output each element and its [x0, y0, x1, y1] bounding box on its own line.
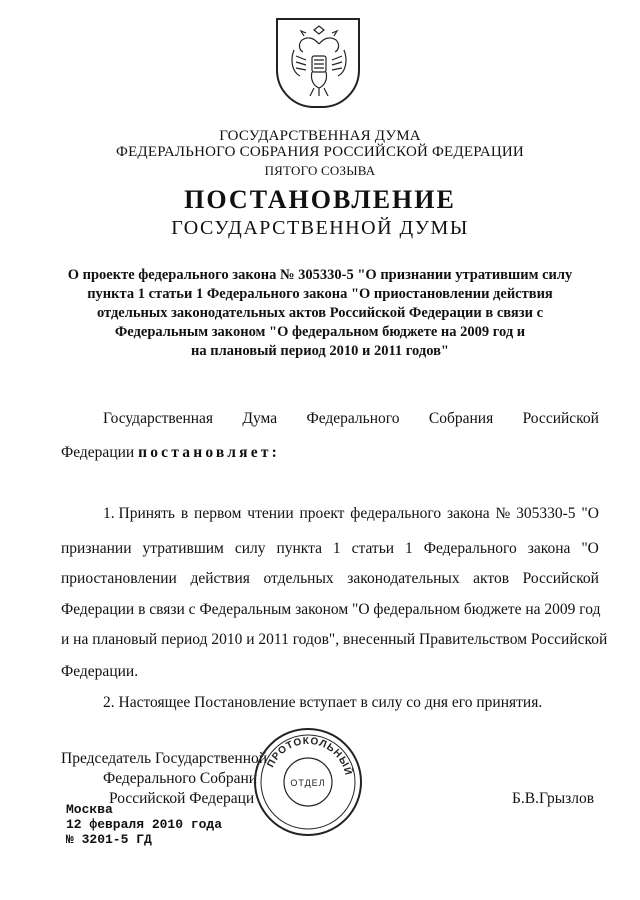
word: Российской — [522, 570, 599, 587]
subject-line: отдельных законодательных актов Российской Федерации в связи с — [96, 305, 544, 321]
subject-block — [40, 266, 600, 361]
decree-word: постановляет: — [138, 444, 280, 461]
word: актов — [473, 570, 510, 587]
intro-federation: Федерации — [61, 444, 135, 461]
word: пункта — [276, 540, 322, 557]
signature-title-line-3: Российской Федераци — [109, 790, 255, 807]
word: силу — [234, 540, 266, 557]
word: статьи — [351, 540, 395, 557]
word: приостановлении — [61, 570, 177, 587]
header-line-1: ГОСУДАРСТВЕННАЯ ДУМА — [219, 128, 421, 144]
place: Москва — [66, 802, 113, 817]
word: 305330-5 — [516, 505, 576, 522]
header-line-2: ФЕДЕРАЛЬНОГО СОБРАНИЯ РОССИЙСКОЙ ФЕДЕРАЦИИ — [116, 144, 524, 160]
signature-title-line-2: Федерального Собрани — [103, 770, 258, 787]
document-subtitle: ГОСУДАРСТВЕННОЙ ДУМЫ — [171, 217, 469, 239]
word: 1 — [405, 540, 413, 557]
word: признании — [61, 540, 132, 557]
double-headed-eagle-icon — [284, 24, 354, 104]
word: в — [180, 505, 189, 522]
word: 1 — [332, 540, 341, 557]
date: 12 февраля 2010 года — [66, 817, 223, 832]
word: законодательных — [347, 570, 460, 587]
intro-word: Собрания — [428, 410, 494, 427]
word: Федерального — [423, 540, 517, 557]
word: "О — [581, 540, 599, 557]
word: "О — [581, 505, 599, 522]
signature-title-line-1: Председатель Государственной — [61, 750, 268, 767]
paragraph-1-line-4: Федерации в связи с Федеральным законом "О федеральном бюджете на 2009 год — [61, 601, 601, 618]
subject-line: пункта 1 статьи 1 Федерального закона "О приостановлении действия — [87, 286, 553, 302]
word: проект — [299, 505, 345, 522]
subject-line: О проекте федерального закона № 305330-5 "О признании утратившим силу — [67, 267, 573, 283]
word: отдельных — [263, 570, 334, 587]
state-emblem — [276, 18, 360, 108]
word: 1. Принять — [103, 505, 176, 522]
stamp-ring-text: ПРОТОКОЛЬНЫЙ — [265, 735, 354, 778]
paragraph-1-line-3 — [61, 570, 599, 588]
paragraph-1-line-6: Федерации. — [61, 663, 139, 680]
word: федерального — [350, 505, 442, 522]
word: утратившим — [142, 540, 224, 557]
subject-line: на плановый период 2010 и 2011 годов" — [191, 343, 449, 359]
intro-line-1 — [103, 410, 599, 428]
document-number: № 3201-5 ГД — [66, 832, 152, 847]
document-title: ПОСТАНОВЛЕНИЕ — [184, 185, 456, 214]
intro-word: Государственная — [103, 410, 214, 427]
intro-word: Федерального — [306, 410, 400, 427]
word: № — [495, 505, 511, 522]
stamp-center-text: ОТДЕЛ — [290, 778, 326, 788]
header-line-3: ПЯТОГО СОЗЫВА — [264, 163, 376, 178]
word: действия — [190, 570, 250, 587]
word: первом — [194, 505, 242, 522]
subject-line: Федеральным законом "О федеральном бюджете на 2009 год и — [114, 324, 526, 340]
intro-line-2 — [61, 444, 599, 462]
word: закона — [446, 505, 490, 522]
paragraph-1-line-1 — [103, 505, 599, 523]
paragraph-1-line-5: и на плановый период 2010 и 2011 годов", внесенный Правительством Российской — [61, 631, 608, 648]
signer-name: Б.В.Грызлов — [512, 790, 595, 807]
word: закона — [527, 540, 571, 557]
protocol-stamp — [252, 726, 364, 838]
paragraph-2: 2. Настоящее Постановление вступает в силу со дня его принятия. — [103, 694, 543, 711]
intro-word: Российской — [522, 410, 599, 427]
word: чтении — [247, 505, 294, 522]
paragraph-1-line-2 — [61, 540, 599, 558]
intro-word: Дума — [242, 410, 278, 427]
